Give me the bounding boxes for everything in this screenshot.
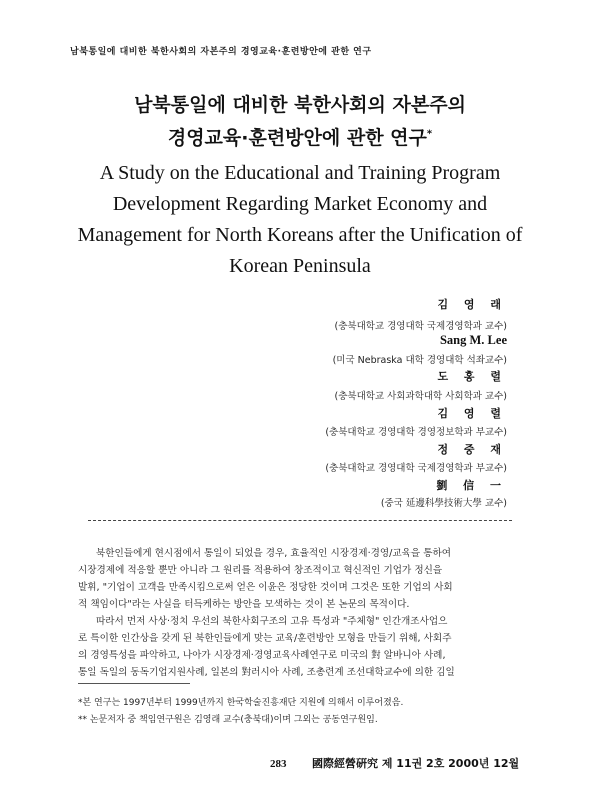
author-name: 정 중 재 — [437, 443, 507, 456]
author-affiliation: (중국 延邊科學技術大學 교수) — [380, 498, 507, 509]
journal-citation: 國際經營硏究 제 11권 2호 2000년 12월 — [312, 757, 520, 770]
author-affiliation: (충북대학교 경영대학 국제경영학과 교수) — [334, 321, 507, 332]
abstract-paragraph-1 — [78, 545, 514, 613]
author-name: 김 영 렬 — [437, 407, 507, 420]
abstract-line: 적 책임이다"라는 사실을 터득케하는 방안을 모색하는 것이 본 논문의 목적이다. — [78, 599, 410, 610]
author-name: Sang M. Lee — [439, 333, 507, 347]
title-english-line-2: Development Regarding Market Economy and — [112, 193, 488, 215]
abstract-line: 로 특이한 인간상을 갖게 된 북한인들에게 맞는 교육/훈련방안 모형을 만들기 위해, 사회주 — [78, 633, 452, 644]
title-english-line-4: Korean Peninsula — [229, 255, 371, 277]
author-affiliation: (충북대학교 경영대학 경영정보학과 부교수) — [325, 427, 507, 438]
abstract-line: 따라서 먼저 사상·정치 우선의 북한사회구조의 고유 특성과 "주체형" 인간개조사업으 — [96, 616, 448, 627]
title-korean-line-2 — [0, 123, 600, 150]
author-name: 劉 信 一 — [436, 479, 507, 492]
title-english-line-1: A Study on the Educational and Training Program — [99, 162, 501, 184]
author-affiliation: (미국 Nebraska 대학 경영대학 석좌교수) — [332, 355, 507, 366]
page-number: 283 — [270, 758, 287, 770]
section-divider — [88, 520, 512, 521]
title-korean-line-1: 남북통일에 대비한 북한사회의 자본주의 — [134, 94, 466, 116]
author-name: 도 홍 렬 — [437, 370, 507, 383]
abstract-line: 통일 독일의 동독기업지원사례, 일본의 對러시아 사례, 조총련계 조선대학교수에 의한 김일 — [78, 667, 455, 678]
abstract-line: 발휘, "기업이 고객을 만족시킴으로써 얻은 이윤은 정당한 것이며 그것은 또한 기업의 사회 — [78, 582, 453, 593]
abstract-paragraph-2 — [78, 613, 514, 681]
footnote-rule — [78, 683, 190, 684]
author-affiliation: (충북대학교 경영대학 국제경영학과 부교수) — [325, 463, 507, 474]
abstract-line: 시장경제에 적응할 뿐만 아니라 그 원리를 적용하여 창조적이고 혁신적인 기업가 정신을 — [78, 565, 443, 576]
author-name: 김 영 래 — [437, 298, 507, 311]
title-footnote-marker: * — [426, 128, 433, 140]
running-head: 남북통일에 대비한 북한사회의 자본주의 경영교육·훈련방안에 관한 연구 — [70, 47, 372, 57]
footnote-2: ** 논문저자 중 책임연구원은 김영래 교수(충북대)이며 그외는 공동연구원임. — [78, 715, 378, 725]
title-korean-line-2-text: 경영교육·훈련방안에 관한 연구 — [167, 127, 427, 149]
abstract-line: 의 경영특성을 파악하고, 나아가 시장경제·경영교육사례연구로 미국의 對 알바니아 사례, — [78, 650, 446, 661]
author-affiliation: (충북대학교 사회과학대학 사회학과 교수) — [334, 391, 507, 402]
abstract-line: 북한인들에게 현시점에서 통일이 되었을 경우, 효율적인 시장경제·경영/교육을 통하여 — [96, 548, 452, 559]
title-english-line-3: Management for North Koreans after the Unification of — [77, 224, 523, 246]
footnote-1: *본 연구는 1997년부터 1999년까지 한국학술진흥재단 지원에 의해서 이루어졌음. — [78, 698, 404, 708]
abstract — [78, 545, 514, 681]
